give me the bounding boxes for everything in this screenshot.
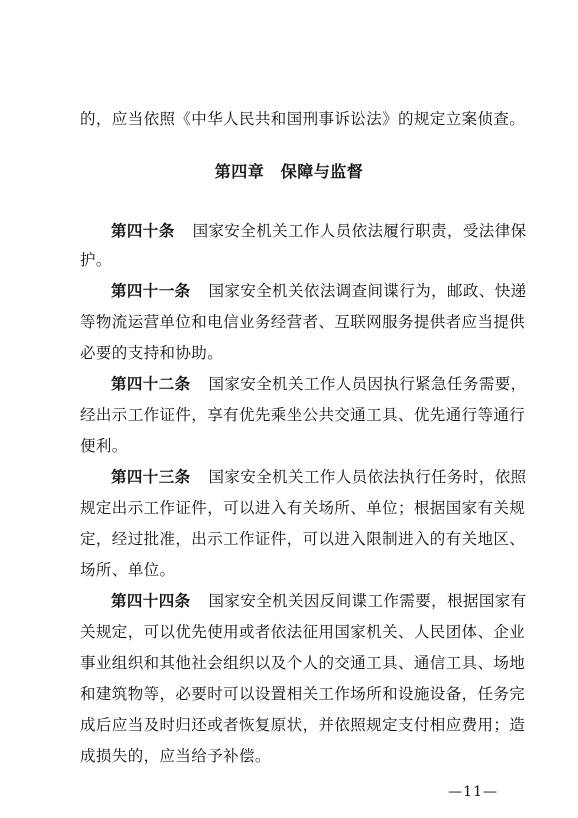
article-40-text-line-2: 护。 bbox=[80, 251, 112, 269]
continuation-text: 的，应当依照《中华人民共和国刑事诉讼法》的规定立案侦查。 bbox=[80, 110, 526, 128]
chapter-title: 第四章 保障与监督 bbox=[214, 162, 364, 181]
article-41-first-line bbox=[111, 281, 527, 301]
article-43-title: 第四十三条 bbox=[111, 468, 191, 486]
article-42-first-line bbox=[111, 374, 527, 394]
article-41-text-line-1: 国家安全机关依法调查间谍行为，邮政、快递 bbox=[208, 282, 527, 300]
article-43-text-line-2: 规定出示工作证件，可以进入有关场所、单位；根据国家有关规 bbox=[80, 499, 526, 517]
article-44-text-line-5: 成后应当及时归还或者恢复原状，并依照规定支付相应费用；造 bbox=[80, 716, 526, 734]
article-44-text-line-3: 事业组织和其他社会组织以及个人的交通工具、通信工具、场地 bbox=[80, 654, 526, 672]
article-42-title: 第四十二条 bbox=[111, 375, 191, 393]
article-41-text-line-2: 等物流运营单位和电信业务经营者、互联网服务提供者应当提供 bbox=[80, 313, 526, 331]
article-44-text-line-2: 关规定，可以优先使用或者依法征用国家机关、人民团体、企业 bbox=[80, 623, 526, 641]
article-41-title: 第四十一条 bbox=[111, 282, 191, 300]
article-44-first-line bbox=[111, 591, 527, 611]
article-40-title: 第四十条 bbox=[111, 222, 175, 240]
article-42-text-line-2: 经出示工作证件，享有优先乘坐公共交通工具、优先通行等通行 bbox=[80, 406, 526, 424]
article-41-text-line-3: 必要的支持和协助。 bbox=[80, 344, 224, 362]
article-44-text-line-6: 成损失的，应当给予补偿。 bbox=[80, 747, 271, 765]
article-43-text-line-4: 场所、单位。 bbox=[80, 561, 176, 579]
article-43-text-line-3: 定，经过批准，出示工作证件，可以进入限制进入的有关地区、 bbox=[80, 530, 526, 548]
page-number: —11— bbox=[448, 784, 498, 800]
article-44-text-line-4: 和建筑物等，必要时可以设置相关工作场所和设施设备，任务完 bbox=[80, 685, 526, 703]
continuation-line bbox=[80, 109, 526, 129]
article-44-text-line-1: 国家安全机关因反间谍工作需要，根据国家有 bbox=[208, 592, 527, 610]
article-44-title: 第四十四条 bbox=[111, 592, 191, 610]
article-42-text-line-3: 便利。 bbox=[80, 437, 128, 455]
article-43-first-line bbox=[111, 467, 527, 487]
article-43-text-line-1: 国家安全机关工作人员依法执行任务时，依照 bbox=[208, 468, 527, 486]
article-42-text-line-1: 国家安全机关工作人员因执行紧急任务需要， bbox=[208, 375, 527, 393]
article-40-text-line-1: 国家安全机关工作人员依法履行职责，受法律保 bbox=[192, 222, 527, 240]
article-40-first-line bbox=[111, 221, 527, 241]
